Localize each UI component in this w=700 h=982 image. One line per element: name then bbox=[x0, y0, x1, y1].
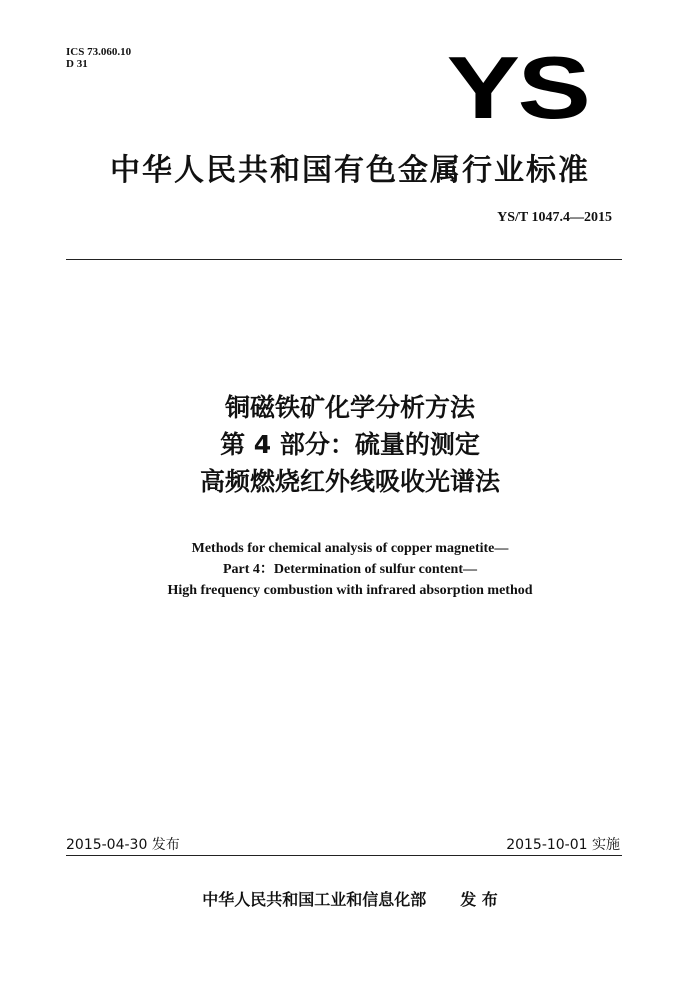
english-title-line: High frequency combustion with infrared absorption method bbox=[167, 583, 533, 598]
effective-date: 2015-10-01 实施 bbox=[506, 837, 620, 853]
bottom-divider bbox=[66, 855, 622, 856]
classification-codes bbox=[66, 46, 131, 70]
ccs-code: D 31 bbox=[66, 58, 88, 70]
issuer-action: 发 布 bbox=[460, 890, 498, 909]
english-title-line: Methods for chemical analysis of copper magnetite— bbox=[191, 541, 509, 556]
ics-code: ICS 73.060.10 bbox=[66, 46, 132, 58]
ys-logo: YS bbox=[446, 38, 589, 137]
organization-title: 中华人民共和国有色金属行业标准 bbox=[110, 153, 590, 188]
standard-number: YS/T 1047.4—2015 bbox=[497, 210, 612, 225]
chinese-title bbox=[0, 389, 700, 500]
chinese-title-line: 第 4 部分：硫量的测定 bbox=[220, 430, 480, 459]
issue-date: 2015-04-30 发布 bbox=[66, 837, 180, 853]
english-title-line: Part 4：Determination of sulfur content— bbox=[222, 562, 478, 577]
issuer-name: 中华人民共和国工业和信息化部 bbox=[202, 890, 427, 909]
english-title bbox=[0, 538, 700, 601]
chinese-title-line: 铜磁铁矿化学分析方法 bbox=[224, 393, 475, 422]
issuer bbox=[0, 887, 700, 910]
top-divider bbox=[66, 259, 622, 260]
chinese-title-line: 高频燃烧红外线吸收光谱法 bbox=[199, 467, 500, 496]
